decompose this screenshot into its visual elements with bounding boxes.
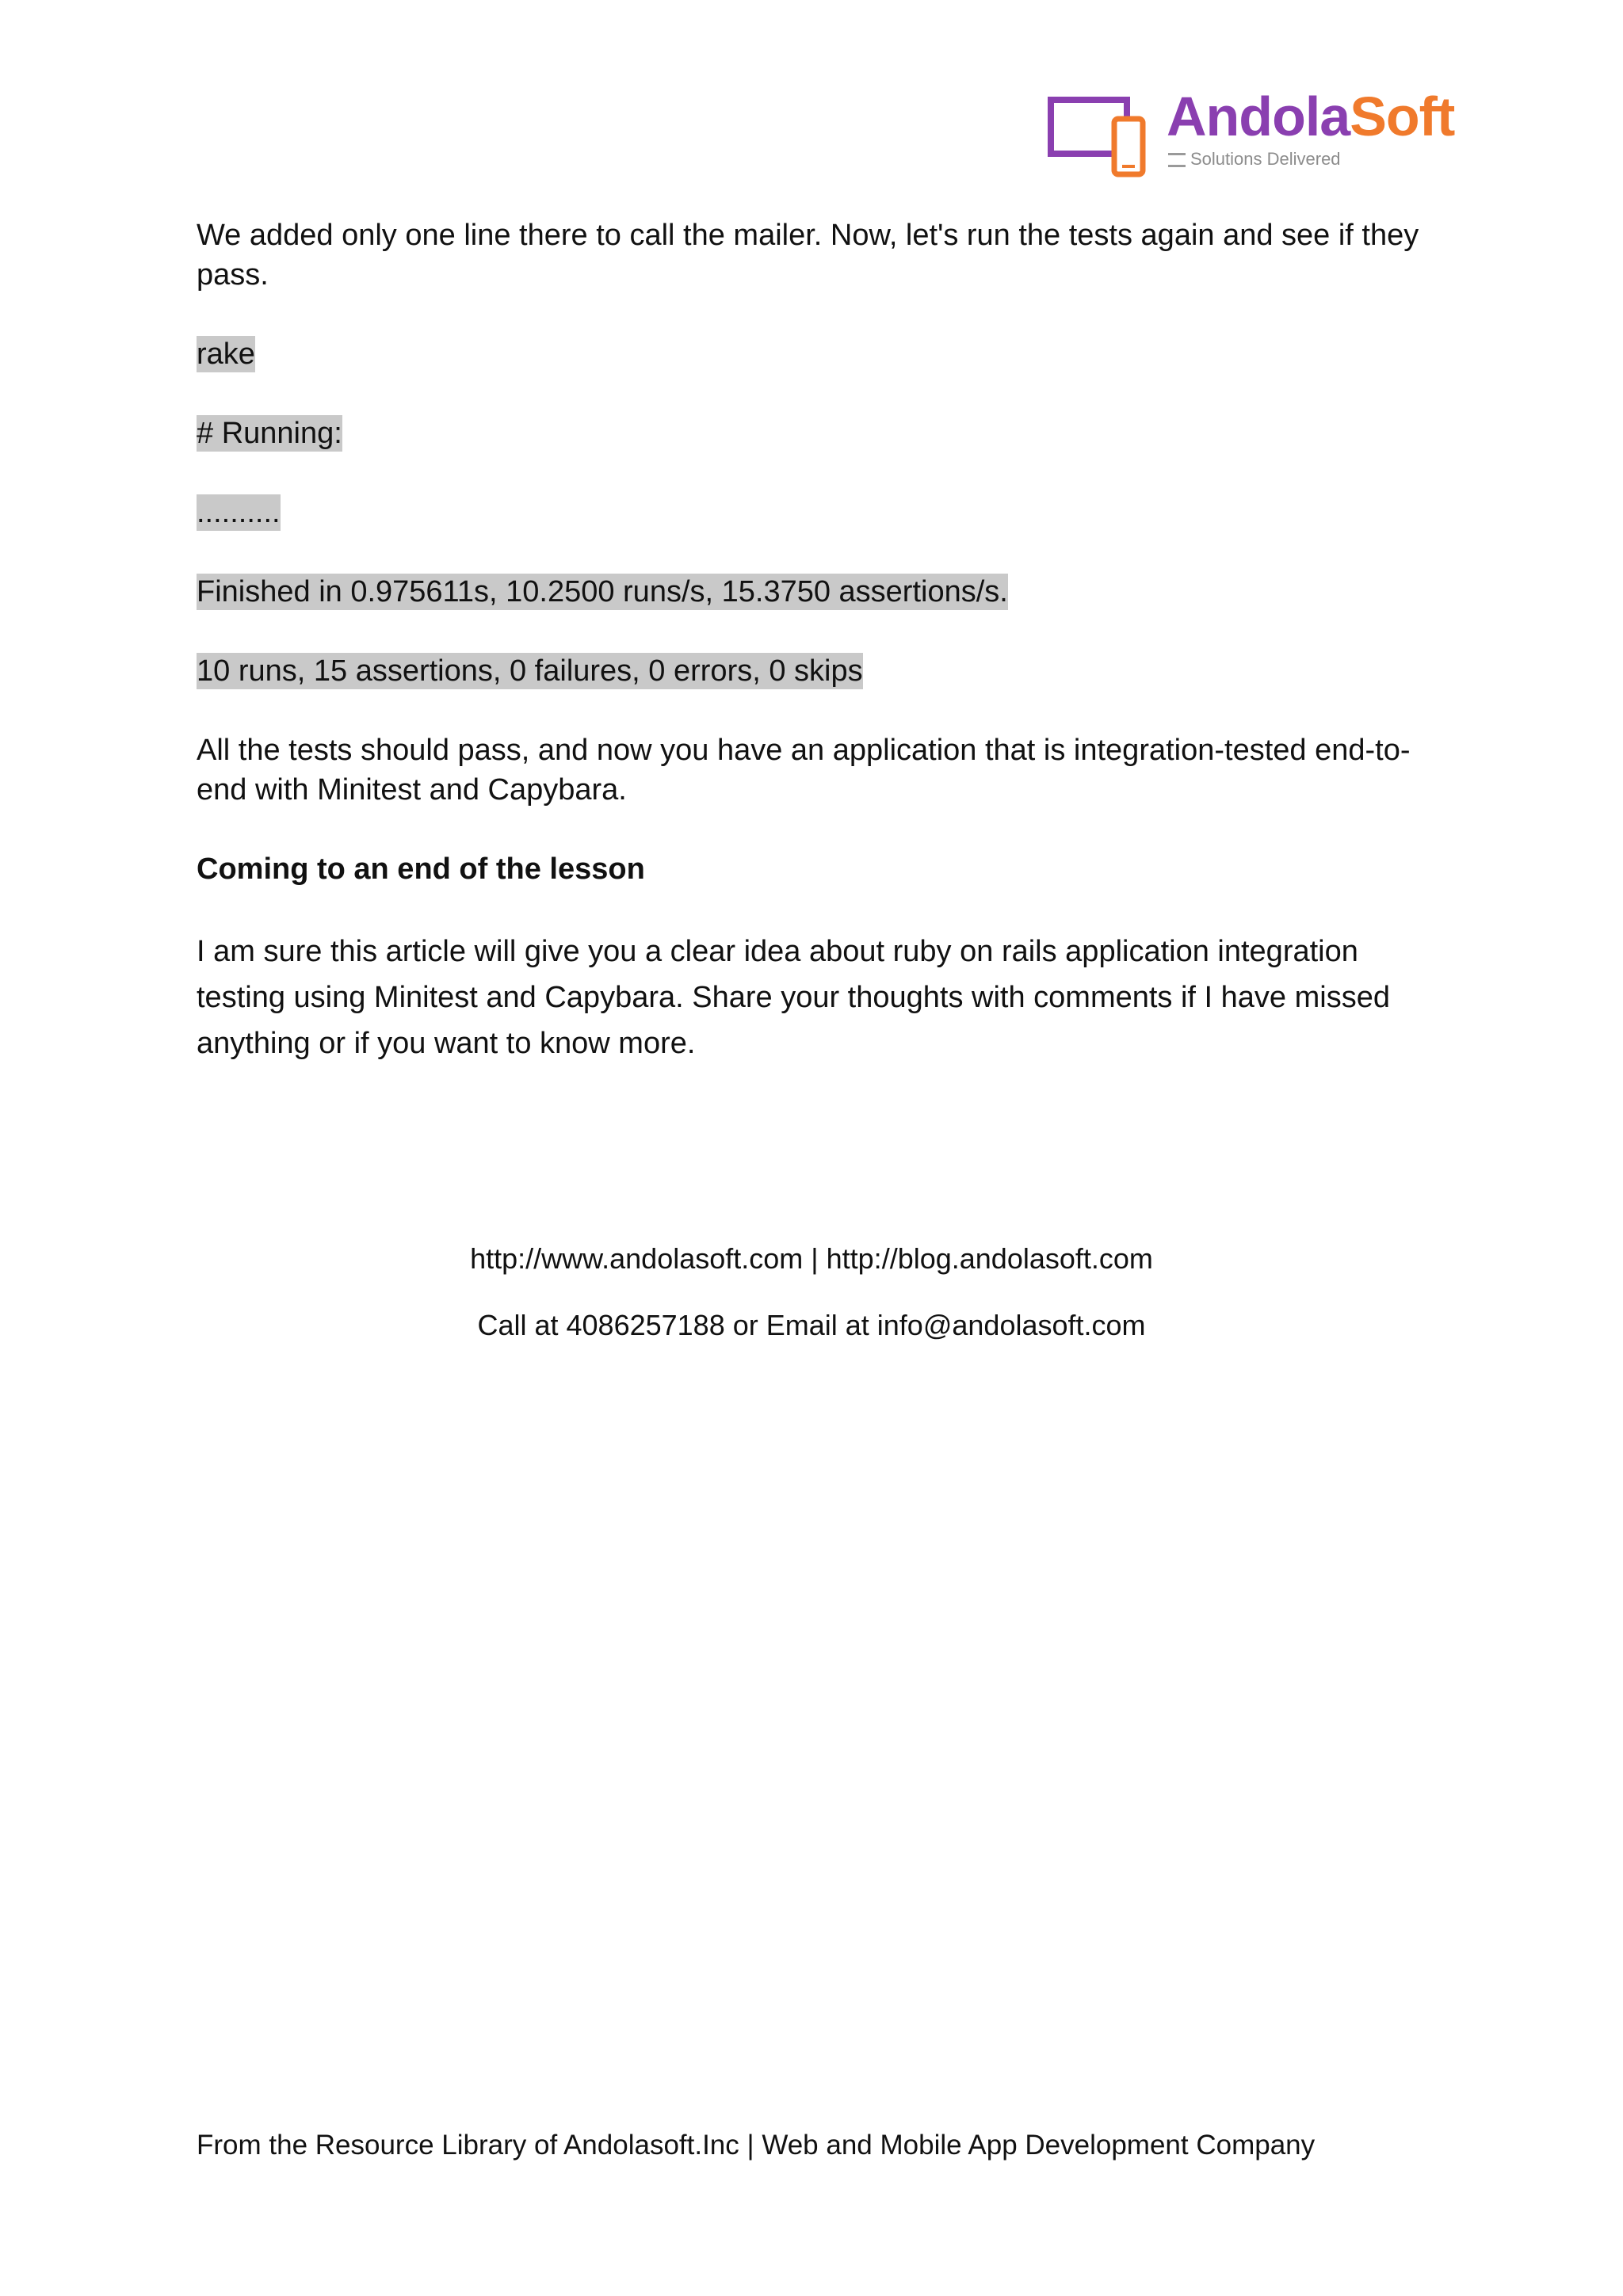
code-line-progress [197, 493, 1441, 532]
code-line-command [197, 334, 1441, 374]
code-line-summary [197, 651, 1441, 691]
code-text: 10 runs, 15 assertions, 0 failures, 0 errors, 0 skips [197, 654, 863, 688]
tagline-mark-icon [1168, 153, 1186, 167]
code-text: rake [197, 338, 255, 371]
code-line-running [197, 414, 1441, 453]
company-logo [1048, 86, 1455, 184]
logo-wordmark [1167, 86, 1455, 147]
code-text: .......... [197, 496, 281, 529]
result-paragraph: All the tests should pass, and now you have an application that is integration-tested end-to-end with Minitest and Capybara. [197, 734, 1411, 807]
call-email-line: Call at 4086257188 or Email at info@andolasoft.com [477, 1309, 1146, 1341]
logo-tagline-text: Solutions Delivered [1190, 149, 1341, 169]
logo-brand-part1: Andola [1167, 86, 1350, 147]
code-line-finished [197, 572, 1441, 612]
logo-brand-part2: Soft [1350, 86, 1455, 147]
contact-block [0, 1242, 1623, 1375]
document-body [197, 215, 1441, 1066]
page-footer: From the Resource Library of Andolasoft.Inc | Web and Mobile App Development Company [197, 2130, 1316, 2161]
devices-icon [1048, 95, 1159, 182]
code-text: # Running: [197, 417, 342, 450]
intro-paragraph: We added only one line there to call the mailer. Now, let's run the tests again and see if they pass. [197, 219, 1419, 292]
website-links: http://www.andolasoft.com | http://blog.andolasoft.com [470, 1242, 1153, 1275]
code-text: Finished in 0.975611s, 10.2500 runs/s, 15.3750 assertions/s. [197, 575, 1008, 608]
section-heading: Coming to an end of the lesson [197, 852, 645, 886]
closing-paragraph: I am sure this article will give you a clear idea about ruby on rails application integration testing using Minitest and Capybara. Share your thoughts with comments if I have missed anything or if you want to know more. [197, 935, 1390, 1060]
logo-tagline [1168, 149, 1341, 170]
